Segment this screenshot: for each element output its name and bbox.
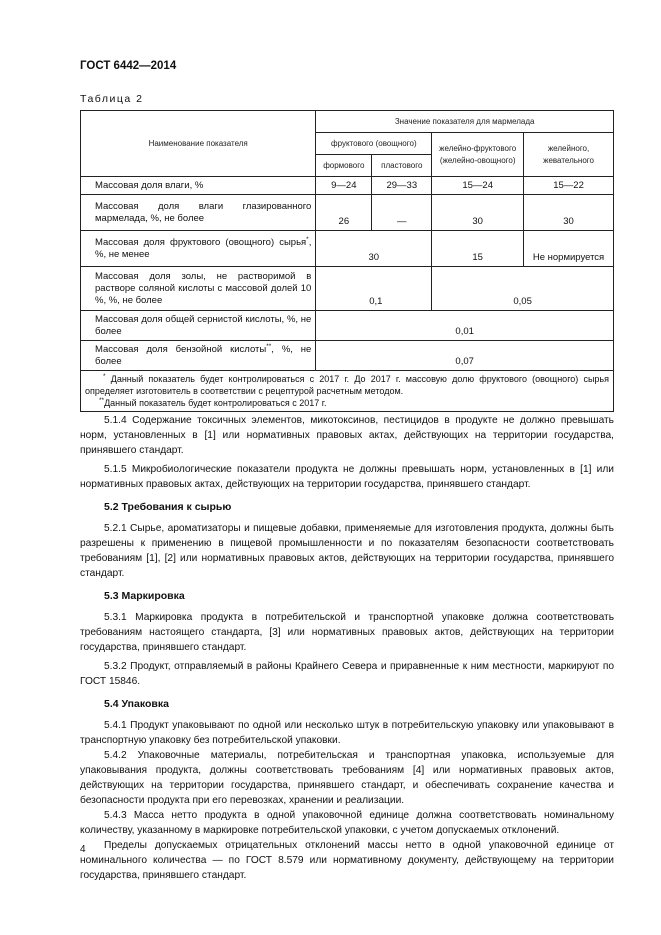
row-label-text: Массовая доля бензойной кислоты (95, 343, 267, 355)
row-label: Массовая доля влаги, % (81, 177, 316, 195)
footnote-2 (85, 397, 609, 409)
page-number: 4 (80, 844, 86, 855)
table-footnotes-row (81, 371, 614, 412)
table-row (81, 177, 614, 195)
paragraph-5-4-3-limits: Пределы допускаемых отрицательных отклонений массы нетто в одной упаковочной единице от номинального количества — по ГОСТ 8.579 или нормативному документу, действующему на территории государства, принявшего стандарт. (80, 840, 614, 881)
paragraph-5-4-2: 5.4.2 Упаковочные материалы, потребительская и транспортная упаковка, используемые для упаковывания продукта, должны соответствовать требованиям [4] или нормативных правовых актов, действующих на территории государства, принявшего стандарт, и обеспечивать сохранение качества и безопасности продукта при его перевозках, хранении и реализации. (80, 750, 614, 806)
cell-value: 9—24 (316, 177, 372, 195)
footnote-1 (85, 373, 609, 397)
cell-value: 15—22 (524, 177, 614, 195)
body-text (80, 413, 614, 883)
row-label: Массовая доля золы, не растворимой в растворе соляной кислоты с массовой долей 10 %, %, не более (81, 267, 316, 311)
cell-value: 0,07 (316, 341, 614, 371)
row-label-text: Массовая доля фруктового (овощного) сырья (95, 236, 307, 248)
footnote-mark: ** (266, 342, 272, 350)
header-layered: пластового (372, 155, 432, 177)
row-label: Массовая доля общей сернистой кислоты, %, не более (81, 311, 316, 341)
section-heading-5-4: 5.4 Упаковка (104, 698, 169, 710)
table-row (81, 311, 614, 341)
header-jelly-chewy: желейного, жевательного (524, 133, 614, 177)
header-fruit: фруктового (овощного) (316, 133, 432, 155)
cell-value: 0,1 (316, 267, 432, 311)
header-value-group: Значение показателя для мармелада (316, 111, 614, 133)
section-heading-5-3: 5.3 Маркировка (104, 590, 185, 602)
paragraph-5-1-5: 5.1.5 Микробиологические показатели продукта не должны превышать норм, установленных в [1] или нормативных правовых актах, действующих на территории государства, принявшего стандарт. (80, 464, 614, 490)
cell-value: 30 (524, 195, 614, 231)
cell-value: 29—33 (372, 177, 432, 195)
row-label-text: , %, не более (95, 343, 312, 367)
footnote-mark: ** (99, 397, 105, 404)
header-shaped: формового (316, 155, 372, 177)
cell-value: 30 (432, 195, 524, 231)
footnote-text: Данный показатель будет контролироваться с 2017 г. До 2017 г. массовую долю фруктового (овощного) сырья определяет изготовитель в соответствии с рецептурой расчетным методом. (85, 374, 609, 396)
row-label (81, 341, 316, 371)
footnote-text: Данный показатель будет контролироваться с 2017 г. (104, 398, 327, 408)
table-caption: Таблица 2 (80, 93, 144, 105)
cell-value: 26 (316, 195, 372, 231)
paragraph-5-2-1: 5.2.1 Сырье, ароматизаторы и пищевые добавки, применяемые для изготовления продукта, должны быть разрешены к применению в пищевой промышленности и по показателям безопасности соответствовать требованиям [1], [2] или нормативных правовых актов, действующих на территории государства, принявшего стандарт. (80, 523, 614, 579)
row-label: Массовая доля влаги глазированного мармелада, %, не более (81, 195, 316, 231)
paragraph-5-4-1: 5.4.1 Продукт упаковывают по одной или несколько штук в потребительскую упаковку или упаковывают в транспортную упаковку без потребительской упаковки. (80, 720, 614, 746)
cell-value: Не нормируется (524, 231, 614, 267)
table-footnotes (81, 371, 614, 412)
table-row (81, 195, 614, 231)
paragraph-5-4-3: 5.4.3 Масса нетто продукта в одной упаковочной единице должна соответствовать номинальному количеству, указанному в маркировке потребительской упаковки, с учетом допускаемых отклонений. (80, 810, 614, 836)
cell-value: — (372, 195, 432, 231)
cell-value: 0,01 (316, 311, 614, 341)
section-heading-5-2: 5.2 Требования к сырью (104, 501, 232, 513)
cell-value: 30 (316, 231, 432, 267)
footnote-mark: * (306, 235, 309, 243)
header-indicator: Наименование показателя (81, 111, 316, 177)
cell-value: 15—24 (432, 177, 524, 195)
table-header-row (81, 111, 614, 133)
table-row (81, 341, 614, 371)
paragraph-5-1-4: 5.1.4 Содержание токсичных элементов, микотоксинов, пестицидов в продукте не должно превышать норм, установленных в [1] или нормативных правовых актах, действующих на территории государства, принявшего стандарт. (80, 415, 614, 456)
cell-value: 0,05 (432, 267, 614, 311)
paragraph-5-3-1: 5.3.1 Маркировка продукта в потребительской и транспортной упаковке должна соответствовать требованиям настоящего стандарта, [3] или нормативных правовых актов, действующих на территории государства, принявшего стандарт. (80, 612, 614, 653)
paragraph-5-3-2: 5.3.2 Продукт, отправляемый в районы Крайнего Севера и приравненные к ним местности, маркируют по ГОСТ 15846. (80, 661, 614, 687)
footnote-mark: * (103, 373, 106, 380)
cell-value: 15 (432, 231, 524, 267)
row-label (81, 231, 316, 267)
header-jelly-fruit: желейно-фруктового (желейно-овощного) (432, 133, 524, 177)
table-row (81, 231, 614, 267)
table-row (81, 267, 614, 311)
indicators-table (80, 110, 614, 412)
document-header: ГОСТ 6442—2014 (80, 60, 177, 72)
row-label-text: , %, не менее (95, 236, 312, 260)
